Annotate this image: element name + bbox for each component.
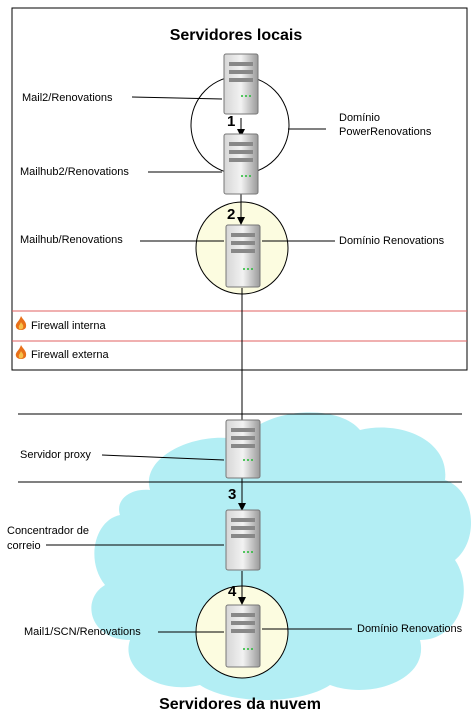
server-icon [224, 134, 258, 194]
power-domain-label-line1: Domínio [339, 112, 380, 124]
concentrator-label-line1: Concentrador de [7, 525, 89, 537]
server-icon [226, 420, 260, 478]
server-icon [224, 54, 258, 114]
power-domain-label-line2: PowerRenovations [339, 126, 432, 138]
mail1-label: Mail1/SCN/Renovations [24, 626, 141, 638]
firewall-internal-label: Firewall interna [31, 320, 106, 332]
cloud-servers-title: Servidores da nuvem [159, 696, 321, 713]
local-servers-title: Servidores locais [169, 27, 303, 44]
server-icon [226, 605, 260, 667]
step-number: 1 [227, 113, 236, 130]
mailhub-label: Mailhub/Renovations [20, 234, 123, 246]
mailhub2-label: Mailhub2/Renovations [20, 166, 129, 178]
step-number: 2 [227, 206, 236, 223]
cloud-renovations-domain-label: Domínio Renovations [357, 623, 463, 635]
firewall-external-label: Firewall externa [31, 349, 109, 361]
concentrator-label-line2: correio [7, 540, 41, 552]
step-number: 3 [228, 486, 237, 503]
server-icon [226, 510, 260, 570]
flame-icon [16, 345, 26, 359]
local-renovations-domain-label: Domínio Renovations [339, 235, 445, 247]
flame-icon [16, 316, 26, 330]
step-number: 4 [228, 583, 237, 600]
server-icon [226, 225, 260, 287]
proxy-label: Servidor proxy [20, 449, 91, 461]
mail2-label: Mail2/Renovations [22, 92, 113, 104]
